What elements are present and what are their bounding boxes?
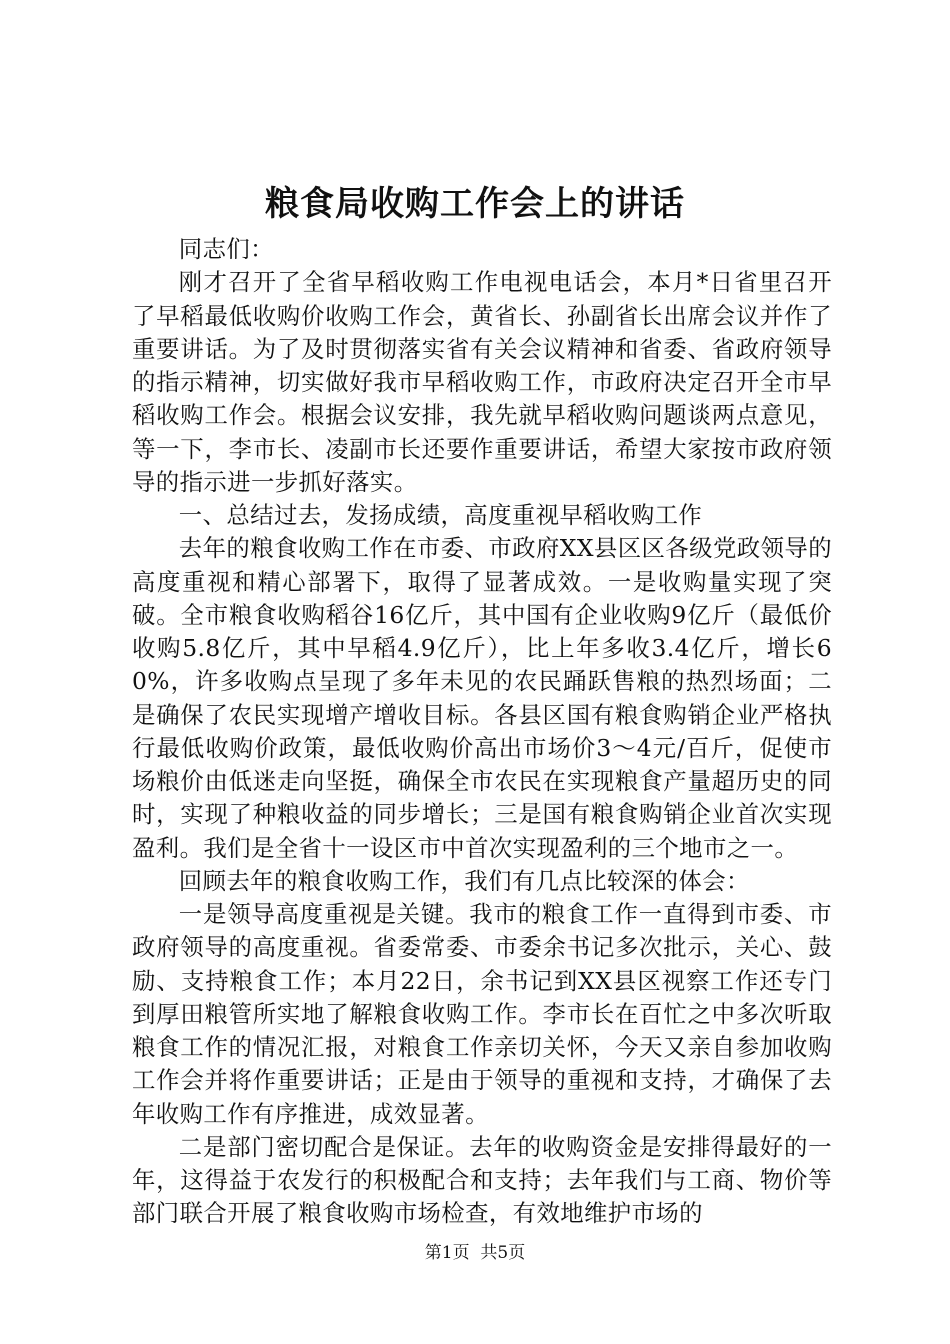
- paragraph-leadership: 一是领导高度重视是关键。我市的粮食工作一直得到市委、市政府领导的高度重视。省委常委、市委余书记多次批示，关心、鼓励、支持粮食工作；本月22日，余书记到XX县区视察工作还专门到厚田粮管所实地了解粮食收购工作。李市长在百忙之中多次听取粮食工作的情况汇报，对粮食工作亲切关怀，今天又亲自参加收购工作会并将作重要讲话；正是由于领导的重视和支持，才确保了去年收购工作有序推进，成效显著。: [132, 900, 832, 1128]
- document-body: [132, 233, 832, 1231]
- paragraph-intro: 刚才召开了全省早稻收购工作电视电话会，本月*日省里召开了早稻最低收购价收购工作会，黄省长、孙副省长出席会议并作了重要讲话。为了及时贯彻落实省有关会议精神和省委、省政府领导的指示精神，切实做好我市早稻收购工作，市政府决定召开全市早稻收购工作会。根据会议安排，我先就早稻收购问题谈两点意见，等一下，李市长、凌副市长还要作重要讲话，希望大家按市政府领导的指示进一步抓好落实。: [132, 268, 832, 496]
- paragraph-last-year-results: 去年的粮食收购工作在市委、市政府XX县区区各级党政领导的高度重视和精心部署下，取得了显著成效。一是收购量实现了突破。全市粮食收购稻谷16亿斤，其中国有企业收购9亿斤（最低价收购5.8亿斤，其中早稻4.9亿斤），比上年多收3.4亿斤，增长60%，许多收购点呈现了多年未见的农民踊跃售粮的热烈场面；二是确保了农民实现增产增收目标。各县区国有粮食购销企业严格执行最低收购价政策，最低收购价高出市场价3～4元/百斤，促使市场粮价由低迷走向坚挺，确保全市农民在实现粮食产量超历史的同时，实现了种粮收益的同步增长；三是国有粮食购销企业首次实现盈利。我们是全省十一设区市中首次实现盈利的三个地市之一。: [132, 534, 832, 862]
- paragraph-cooperation: 二是部门密切配合是保证。去年的收购资金是安排得最好的一年，这得益于农发行的积极配合和支持；去年我们与工商、物价等部门联合开展了粮食收购市场检查，有效地维护市场的: [132, 1132, 832, 1228]
- section-heading-one: 一、总结过去，发扬成绩，高度重视早稻收购工作: [178, 501, 703, 529]
- paragraph-reflections: 回顾去年的粮食收购工作，我们有几点比较深的体会：: [178, 866, 750, 895]
- document-title: 粮食局收购工作会上的讲话: [265, 184, 685, 224]
- page-number-label: 第1页 共5页: [424, 1243, 526, 1263]
- page-footer: [0, 1242, 950, 1264]
- paragraph-salutation: 同志们：: [178, 235, 274, 263]
